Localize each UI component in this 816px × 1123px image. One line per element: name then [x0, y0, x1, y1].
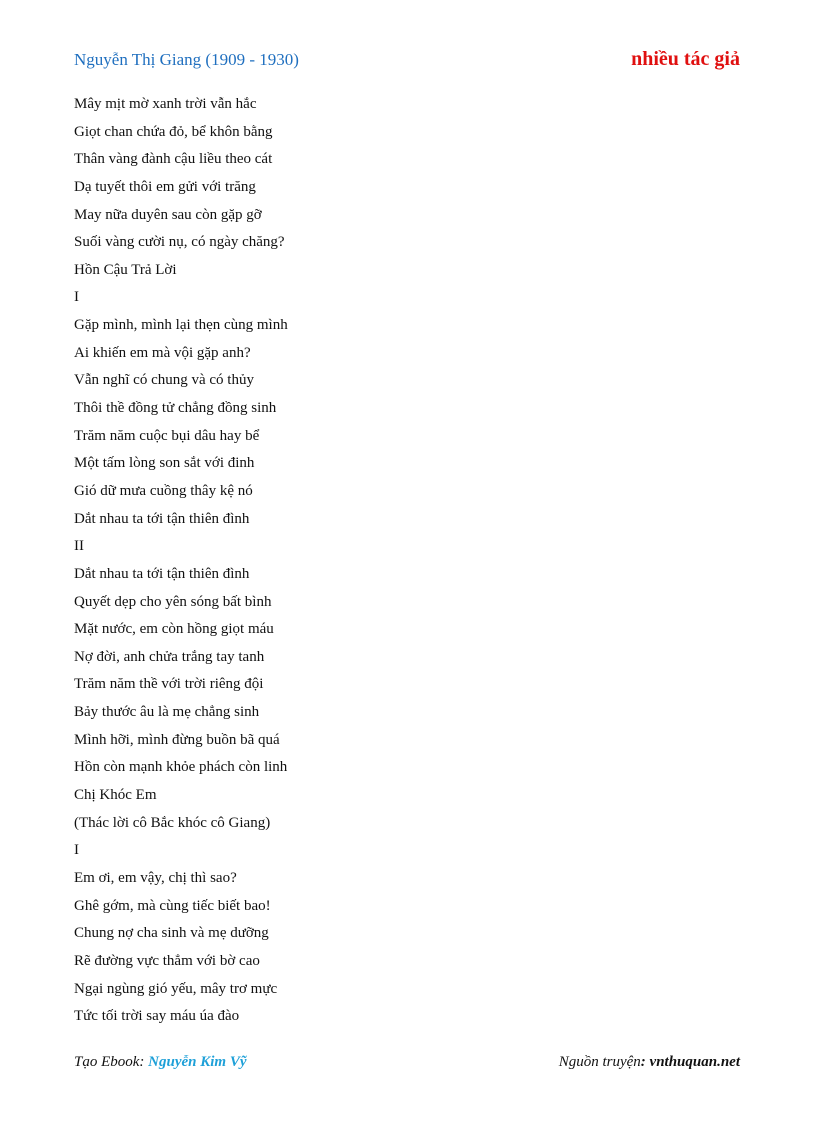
poem-line: Tức tối trời say máu úa đào [74, 1008, 240, 1025]
source-label: Nguồn truyện [558, 1054, 641, 1070]
poem-line: Gió dữ mưa cuồng thây kệ nó [74, 482, 253, 499]
poem-line: Dắt nhau ta tới tận thiên đình [74, 565, 250, 582]
source-name: vnthuquan.net [649, 1054, 740, 1070]
poem-line: Chung nợ cha sinh và mẹ dưỡng [74, 925, 269, 942]
poem-line: May nữa duyên sau còn gặp gỡ [74, 206, 262, 223]
poem-line: Dạ tuyết thôi em gửi với trăng [74, 178, 256, 195]
poem-body [74, 91, 288, 1031]
creator-name: Nguyễn Kim Vỹ [148, 1054, 247, 1070]
poem-line: I [74, 289, 79, 306]
poem-line: Một tấm lòng son sắt với đinh [74, 455, 255, 472]
poem-line: Nợ đời, anh chửa trắng tay tanh [74, 648, 265, 665]
page-footer [74, 1054, 740, 1076]
poem-line: Chị Khóc Em [74, 787, 157, 804]
poem-line: Quyết dẹp cho yên sóng bất bình [74, 593, 272, 610]
poem-line: Suối vàng cười nụ, có ngày chăng? [74, 234, 285, 251]
poem-line: Ai khiến em mà vội gặp anh? [74, 344, 251, 361]
source-credit: Nguồn truyện: vnthuquan.net [558, 1054, 740, 1070]
poem-line: Mặt nước, em còn hồng giọt máu [74, 621, 274, 638]
ebook-credit: Tạo Ebook: Nguyễn Kim Vỹ [74, 1054, 247, 1070]
poem-line: (Thác lời cô Bắc khóc cô Giang) [74, 814, 271, 831]
poem-line: Vẫn nghĩ có chung và có thủy [74, 372, 254, 389]
poem-line: Thân vàng đành cậu liều theo cát [74, 151, 273, 168]
poem-line: Mình hỡi, mình đừng buồn bã quá [74, 731, 280, 748]
poem-line: Mây mịt mờ xanh trời vẫn hắc [74, 96, 257, 112]
author-line: Nguyễn Thị Giang (1909 - 1930) [74, 50, 299, 69]
poem-line: Trăm năm cuộc bụi dâu hay bể [74, 427, 260, 444]
poem-line: Thôi thề đồng tử chẳng đồng sinh [74, 400, 277, 417]
collection-title: nhiều tác giả [631, 48, 740, 70]
creator-label: Tạo Ebook [74, 1054, 140, 1070]
poem-line: I [74, 842, 79, 859]
poem-line: Trăm năm thề với trời riêng đội [74, 676, 264, 693]
poem-line: II [74, 538, 84, 555]
poem-line: Ngại ngùng gió yếu, mây trơ mực [74, 980, 278, 997]
poem-line: Bảy thước âu là mẹ chẳng sinh [74, 704, 260, 721]
poem-line: Gặp mình, mình lại thẹn cùng mình [74, 317, 288, 334]
page-header [74, 50, 740, 76]
poem-line: Hồn Cậu Trả Lời [74, 261, 177, 278]
poem-line: Ghê gớm, mà cùng tiếc biết bao! [74, 897, 271, 914]
poem-line: Dắt nhau ta tới tận thiên đình [74, 510, 250, 527]
poem-line: Rẽ đường vực thẳm với bờ cao [74, 952, 260, 969]
poem-line: Hồn còn mạnh khỏe phách còn linh [74, 759, 288, 776]
poem-line: Em ơi, em vậy, chị thì sao? [74, 869, 237, 886]
poem-line: Giọt chan chứa đỏ, bể khôn bằng [74, 123, 273, 140]
